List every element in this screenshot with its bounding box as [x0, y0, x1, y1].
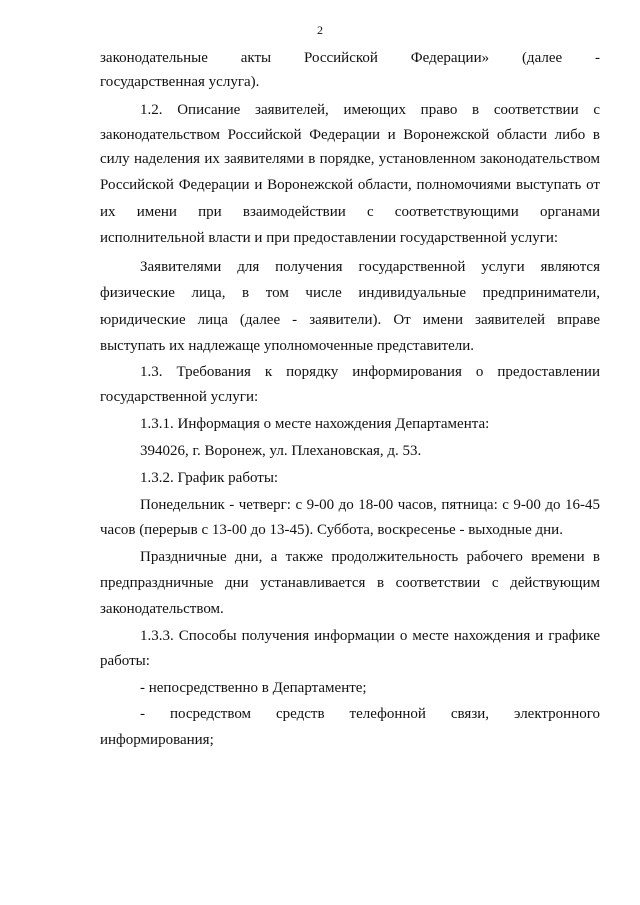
text-line: 1.3.3. Способы получения информации о месте нахождения и графике — [140, 628, 600, 644]
page-number: 2 — [317, 23, 323, 37]
text-line: - посредством средств телефонной связи, электронного — [140, 706, 600, 722]
text-line: работы: — [100, 653, 150, 669]
text-line: 394026, г. Воронеж, ул. Плехановская, д. 53. — [140, 443, 422, 459]
text-line: 1.2. Описание заявителей, имеющих право в соответствии с — [140, 102, 600, 118]
text-line: законодательством Российской Федерации и Воронежской области либо в — [100, 127, 600, 143]
text-line: 1.3. Требования к порядку информирования о предоставлении — [140, 364, 600, 380]
text-line: государственной услуги: — [100, 389, 259, 405]
text-line: законодательные акты Российской Федерации» (далее - — [100, 50, 600, 66]
text-line: Праздничные дни, а также продолжительность рабочего времени в — [140, 549, 600, 565]
text-line: предпраздничные дни устанавливается в соответствии с действующим — [100, 575, 600, 591]
text-line: Понедельник - четверг: с 9-00 до 18-00 часов, пятница: с 9-00 до 16-45 — [140, 497, 600, 513]
text-line: силу наделения их заявителями в порядке, установленном законодательством — [100, 151, 600, 167]
text-line: часов (перерыв с 13-00 до 13-45). Суббота, воскресенье - выходные дни. — [100, 522, 563, 538]
text-line: физические лица, в том числе индивидуальные предприниматели, — [100, 285, 600, 301]
text-line: исполнительной власти и при предоставлении государственной услуги: — [100, 230, 559, 246]
text-line: Российской Федерации и Воронежской области, полномочиями выступать от — [100, 177, 600, 193]
text-line: их имени при взаимодействии с соответствующими органами — [100, 204, 600, 220]
text-line: информирования; — [100, 732, 214, 748]
text-line: - непосредственно в Департаменте; — [140, 680, 367, 696]
text-line: 1.3.2. График работы: — [140, 470, 279, 486]
text-line: выступать их надлежаще уполномоченные представители. — [100, 338, 474, 354]
text-line: юридические лица (далее - заявители). От имени заявителей вправе — [100, 312, 600, 328]
text-line: 1.3.1. Информация о месте нахождения Департамента: — [140, 416, 490, 432]
text-line: законодательством. — [100, 601, 224, 617]
text-line: государственная услуга). — [100, 74, 260, 90]
text-line: Заявителями для получения государственной услуги являются — [140, 259, 600, 275]
